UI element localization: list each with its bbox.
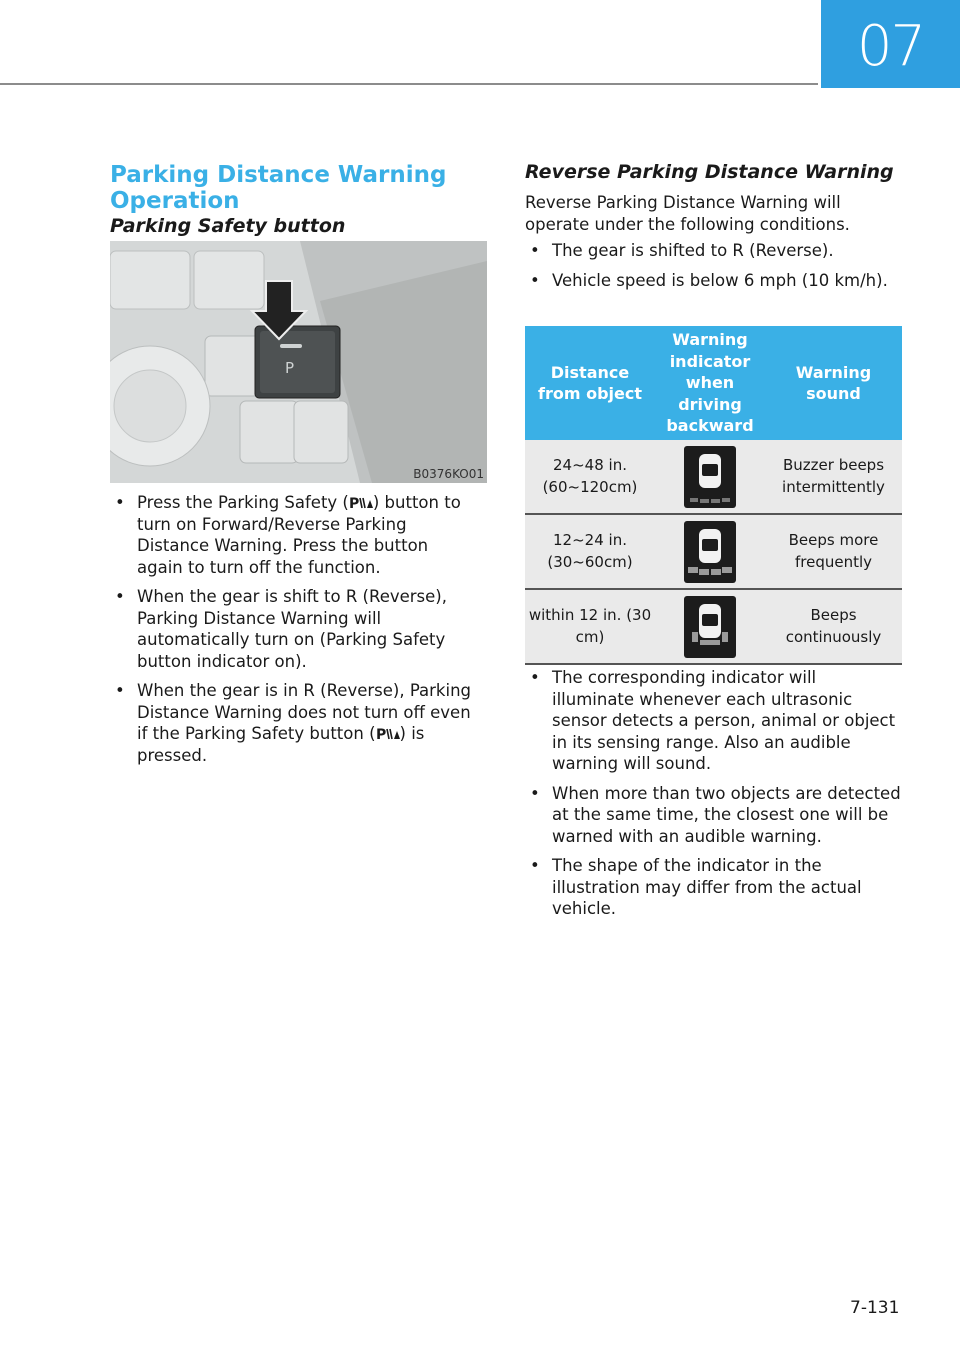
list-item: • The gear is shifted to R (Reverse). bbox=[527, 240, 899, 262]
sound-cell: Beeps continuously bbox=[765, 589, 902, 664]
column-header: Warning sound bbox=[765, 326, 902, 440]
list-item: • The corresponding indicator will illuminate whenever each ultrasonic sensor detects a person, animal or object in its sensing range. Also an audible warning will sound. bbox=[527, 667, 902, 775]
chapter-number: 07 bbox=[856, 14, 925, 79]
header-rule bbox=[0, 83, 818, 85]
notes-list bbox=[527, 667, 902, 928]
warning-table bbox=[525, 326, 902, 665]
distance-cell: within 12 in. (30 cm) bbox=[525, 589, 655, 664]
table-row bbox=[525, 514, 902, 589]
table-header-row bbox=[525, 326, 902, 440]
list-item: • Press the Parking Safety ( P ) button to turn on Forward/Reverse Parking Distance Warning. Press the button again to turn off the function. bbox=[112, 492, 474, 578]
page-number: 7-131 bbox=[850, 1298, 900, 1318]
list-item: • When the gear is shift to R (Reverse), Parking Distance Warning will automatically turn on (Parking Safety button indicator on). bbox=[112, 586, 474, 672]
figure-code: B0376KO01 bbox=[413, 467, 484, 481]
column-header: Warning indicator when driving backward bbox=[655, 326, 765, 440]
table-row bbox=[525, 440, 902, 514]
parking-safety-icon bbox=[349, 494, 373, 510]
rear-mid-indicator-icon bbox=[684, 521, 736, 583]
parking-safety-button-photo bbox=[110, 241, 487, 483]
rear-far-indicator-icon bbox=[684, 446, 736, 508]
subtitle-parking-safety-button: Parking Safety button bbox=[110, 215, 346, 237]
svg-text:P: P bbox=[285, 359, 295, 377]
indicator-cell bbox=[655, 589, 765, 664]
parking-safety-icon bbox=[376, 725, 400, 741]
table-row bbox=[525, 589, 902, 664]
conditions-list bbox=[527, 240, 899, 299]
list-item: • The shape of the indicator in the illustration may differ from the actual vehicle. bbox=[527, 855, 902, 920]
console-illustration bbox=[110, 241, 487, 483]
list-item: • When more than two objects are detected at the same time, the closest one will be warned with an audible warning. bbox=[527, 783, 902, 848]
distance-cell: 12~24 in. (30~60cm) bbox=[525, 514, 655, 589]
list-item: • When the gear is in R (Reverse), Parking Distance Warning does not turn off even if the Parking Safety button ( P ) is pressed. bbox=[112, 680, 474, 766]
indicator-cell bbox=[655, 440, 765, 514]
list-item: • Vehicle speed is below 6 mph (10 km/h). bbox=[527, 270, 899, 292]
indicator-cell bbox=[655, 514, 765, 589]
sound-cell: Beeps more frequently bbox=[765, 514, 902, 589]
chapter-tab bbox=[821, 0, 960, 88]
sound-cell: Buzzer beeps intermittently bbox=[765, 440, 902, 514]
column-header: Distance from object bbox=[525, 326, 655, 440]
parking-safety-bullets bbox=[112, 492, 474, 774]
svg-text:P: P bbox=[348, 496, 360, 510]
reverse-warning-title: Reverse Parking Distance Warning bbox=[525, 161, 894, 183]
svg-text:P: P bbox=[375, 727, 386, 741]
rear-near-indicator-icon bbox=[684, 596, 736, 658]
distance-cell: 24~48 in. (60~120cm) bbox=[525, 440, 655, 514]
section-title: Parking Distance Warning Operation bbox=[110, 162, 447, 214]
intro-paragraph: Reverse Parking Distance Warning will operate under the following conditions. bbox=[525, 193, 850, 234]
